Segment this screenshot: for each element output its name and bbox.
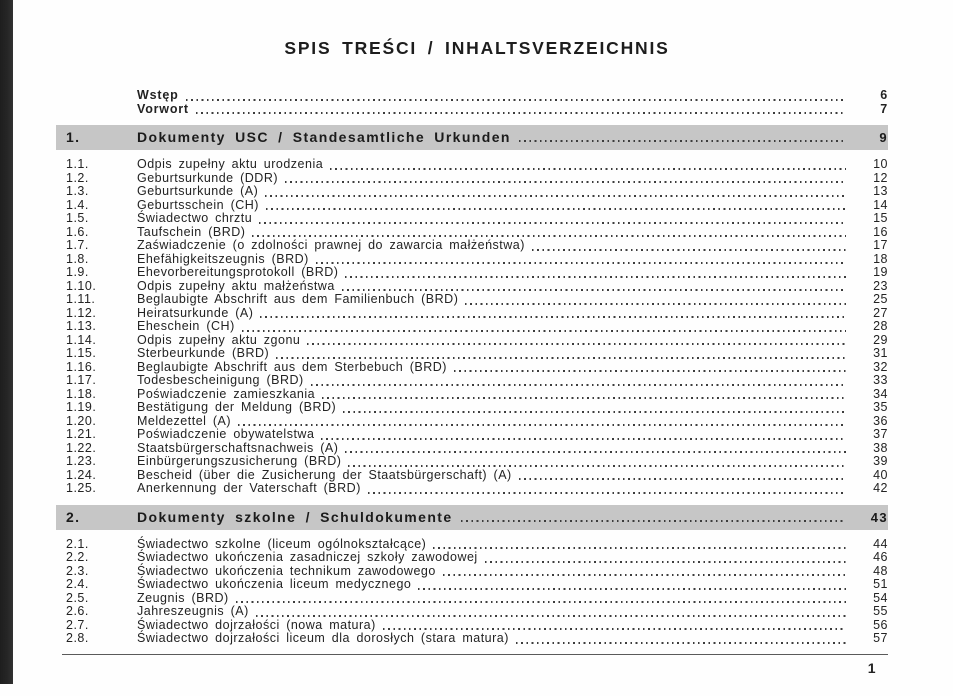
toc-item-page: 55 bbox=[873, 604, 888, 618]
dot-leader bbox=[252, 235, 846, 237]
toc-item-number: 1.14. bbox=[66, 332, 97, 347]
dot-leader bbox=[316, 262, 846, 264]
toc-item-page: 13 bbox=[873, 184, 888, 198]
toc-item-page: 10 bbox=[873, 157, 888, 171]
dot-leader bbox=[311, 384, 846, 386]
toc-item-title: Świadectwo szkolne (liceum ogólnokształcące) bbox=[137, 536, 427, 551]
dot-leader bbox=[465, 303, 846, 305]
toc-item-row bbox=[66, 253, 888, 267]
toc-item-row bbox=[66, 415, 888, 429]
toc-item-page: 7 bbox=[880, 101, 888, 116]
toc-item-page: 54 bbox=[873, 590, 888, 605]
dot-leader bbox=[196, 112, 846, 114]
toc-item-title: Zaświadczenie (o zdolności prawnej do zawarcia małżeństwa) bbox=[137, 238, 525, 252]
toc-item-number: 2.2. bbox=[66, 550, 89, 564]
dot-leader bbox=[285, 181, 846, 183]
toc-item-row bbox=[66, 401, 888, 415]
toc-item-number: 1.11. bbox=[66, 292, 96, 306]
toc-front-row bbox=[66, 103, 888, 117]
toc-item-row bbox=[66, 226, 888, 240]
footer-divider bbox=[62, 654, 888, 655]
toc-item-page: 29 bbox=[873, 332, 888, 347]
scan-edge-strip bbox=[0, 0, 13, 684]
toc-item-number: 1.5. bbox=[66, 211, 89, 225]
toc-item-row bbox=[66, 469, 888, 483]
toc-item-row bbox=[66, 605, 888, 619]
toc-item-number: 1.17. bbox=[66, 373, 97, 387]
toc-item-title: Jahreszeugnis (A) bbox=[137, 604, 249, 618]
toc-item-title: Świadectwo ukończenia zasadniczej szkoły zawodowej bbox=[137, 550, 478, 564]
dot-leader bbox=[433, 547, 846, 549]
dot-leader bbox=[307, 343, 846, 345]
toc-item-title: Bescheid (über die Zusicherung der Staatsbürgerschaft) (A) bbox=[137, 467, 512, 482]
toc-item-title: Ehefähigkeitszeugnis (BRD) bbox=[137, 251, 309, 266]
dot-leader bbox=[443, 574, 846, 576]
toc-item-page: 51 bbox=[873, 577, 888, 591]
toc-item-title: Geburtsurkunde (A) bbox=[137, 184, 259, 198]
dot-leader bbox=[345, 276, 846, 278]
toc-item-row bbox=[66, 538, 888, 552]
toc-item-page: 33 bbox=[873, 373, 888, 387]
dot-leader bbox=[260, 316, 846, 318]
dot-leader bbox=[242, 330, 846, 332]
toc-item-number: 2.4. bbox=[66, 577, 89, 591]
dot-leader bbox=[256, 615, 846, 617]
toc-item-title: Świadectwo ukończenia technikum zawodowego bbox=[137, 563, 436, 578]
toc-item-page: 48 bbox=[873, 563, 888, 578]
toc-item-page: 40 bbox=[873, 467, 888, 482]
dot-leader bbox=[330, 168, 846, 170]
toc-item-number: 1.24. bbox=[66, 467, 97, 482]
toc-item-row bbox=[66, 428, 888, 442]
dot-leader bbox=[186, 99, 847, 101]
toc-item-number: 1.9. bbox=[66, 265, 89, 279]
toc-item-page: 39 bbox=[873, 454, 888, 468]
section-page: 9 bbox=[879, 130, 888, 145]
toc-item-title: Anerkennung der Vaterschaft (BRD) bbox=[137, 481, 361, 495]
section-item-list bbox=[66, 158, 888, 496]
toc-item-row bbox=[66, 632, 888, 646]
dot-leader bbox=[236, 601, 846, 603]
toc-item-number: 2.1. bbox=[66, 536, 89, 551]
dot-leader bbox=[516, 642, 846, 644]
front-matter-list bbox=[66, 89, 888, 116]
sections-root bbox=[66, 125, 888, 646]
section-number: 1. bbox=[66, 129, 81, 145]
toc-item-page: 56 bbox=[873, 617, 888, 632]
toc-item-title: Odpis zupełny aktu małżeństwa bbox=[137, 278, 335, 293]
page-number: 1 bbox=[867, 659, 876, 676]
toc-item-page: 14 bbox=[873, 197, 888, 212]
toc-item-number: 1.25. bbox=[66, 481, 97, 495]
toc-item-row bbox=[66, 293, 888, 307]
toc-item-page: 12 bbox=[873, 170, 888, 185]
dot-leader bbox=[342, 289, 846, 291]
toc-item-title: Poświadczenie obywatelstwa bbox=[137, 427, 315, 441]
toc-item-page: 37 bbox=[873, 427, 888, 441]
toc-item-title: Ehevorbereitungsprotokoll (BRD) bbox=[137, 265, 339, 279]
dot-leader bbox=[345, 451, 846, 453]
toc-item-title: Odpis zupełny aktu urodzenia bbox=[137, 157, 324, 171]
toc-item-row bbox=[66, 158, 888, 172]
toc-item-page: 32 bbox=[873, 359, 888, 374]
dot-leader bbox=[259, 222, 846, 224]
toc-item-row bbox=[66, 592, 888, 606]
toc-item-title: Beglaubigte Abschrift aus dem Familienbuch (BRD) bbox=[137, 292, 459, 306]
toc-item-number: 1.1. bbox=[66, 157, 89, 171]
toc-item-title: Świadectwo dojrzałości (nowa matura) bbox=[137, 617, 376, 632]
dot-leader bbox=[321, 438, 846, 440]
toc-item-row bbox=[66, 334, 888, 348]
toc-item-title: Taufschein (BRD) bbox=[137, 224, 246, 239]
toc-item-number: 1.2. bbox=[66, 170, 89, 185]
toc-item-title: Świadectwo chrztu bbox=[137, 211, 253, 225]
toc-item-number: 1.18. bbox=[66, 386, 97, 401]
toc-item-number: 1.6. bbox=[66, 224, 89, 239]
toc-item-page: 42 bbox=[873, 481, 888, 495]
toc-item-page: 15 bbox=[873, 211, 888, 225]
toc-item-number: 1.12. bbox=[66, 305, 97, 320]
dot-leader bbox=[485, 561, 846, 563]
page-title: SPIS TREŚCI / INHALTSVERZEICHNIS bbox=[284, 38, 670, 58]
toc-item-page: 6 bbox=[880, 88, 888, 102]
toc-item-title: Świadectwo ukończenia liceum medycznego bbox=[137, 577, 412, 591]
toc-item-title: Todesbescheinigung (BRD) bbox=[137, 373, 304, 387]
toc-item-page: 17 bbox=[873, 238, 888, 252]
toc-front-row bbox=[66, 89, 888, 103]
toc-item-number: 2.7. bbox=[66, 617, 89, 632]
toc-item-row bbox=[66, 172, 888, 186]
toc-item-title: Świadectwo dojrzałości liceum dla dorosłych (stara matura) bbox=[137, 631, 509, 645]
toc-item-row bbox=[66, 199, 888, 213]
dot-leader bbox=[266, 208, 846, 210]
toc-item-number: 2.5. bbox=[66, 590, 89, 605]
toc-item-title: Bestätigung der Meldung (BRD) bbox=[137, 400, 337, 414]
toc-item-title: Geburtsschein (CH) bbox=[137, 197, 259, 212]
dot-leader bbox=[461, 520, 846, 522]
toc-item-row bbox=[66, 347, 888, 361]
toc-item-title: Eheschein (CH) bbox=[137, 319, 235, 333]
toc-item-row bbox=[66, 320, 888, 334]
toc-item-title: Beglaubigte Abschrift aus dem Sterbebuch (BRD) bbox=[137, 359, 447, 374]
toc-item-number: 2.8. bbox=[66, 631, 89, 645]
toc-item-row bbox=[66, 455, 888, 469]
toc-item-number: 1.23. bbox=[66, 454, 97, 468]
toc-item-number: 1.19. bbox=[66, 400, 97, 414]
section-header-bar bbox=[56, 125, 888, 150]
toc-item-row bbox=[66, 442, 888, 456]
toc-item-row bbox=[66, 619, 888, 633]
dot-leader bbox=[519, 140, 846, 142]
toc-item-row bbox=[66, 239, 888, 253]
toc-item-number: 2.6. bbox=[66, 604, 89, 618]
toc-item-page: 16 bbox=[873, 224, 888, 239]
toc-item-title: Staatsbürgerschaftsnachweis (A) bbox=[137, 440, 339, 455]
toc-item-number: 1.20. bbox=[66, 413, 97, 428]
toc-item-page: 28 bbox=[873, 319, 888, 333]
toc-item-number: 1.21. bbox=[66, 427, 97, 441]
toc-item-page: 27 bbox=[873, 305, 888, 320]
toc-content bbox=[66, 0, 888, 676]
toc-item-row bbox=[66, 551, 888, 565]
toc-item-row bbox=[66, 212, 888, 226]
section-title: Dokumenty szkolne / Schuldokumente bbox=[137, 508, 453, 525]
toc-item-row bbox=[66, 578, 888, 592]
toc-item-number: 1.10. bbox=[66, 278, 97, 293]
toc-item-page: 31 bbox=[873, 346, 888, 360]
dot-leader bbox=[322, 397, 846, 399]
toc-item-number: 1.7. bbox=[66, 238, 89, 252]
toc-item-title: Zeugnis (BRD) bbox=[137, 590, 229, 605]
toc-item-number: 1.3. bbox=[66, 184, 89, 198]
toc-item-page: 44 bbox=[873, 536, 888, 551]
toc-item-page: 57 bbox=[873, 631, 888, 645]
toc-item-row bbox=[66, 388, 888, 402]
section-title: Dokumenty USC / Standesamtliche Urkunden bbox=[137, 129, 511, 145]
dot-leader bbox=[532, 249, 846, 251]
dot-leader bbox=[238, 424, 846, 426]
toc-item-row bbox=[66, 266, 888, 280]
toc-item-page: 18 bbox=[873, 251, 888, 266]
toc-item-number: 1.15. bbox=[66, 346, 97, 360]
toc-item-number: 1.8. bbox=[66, 251, 89, 266]
toc-item-page: 25 bbox=[873, 292, 888, 306]
section-number: 2. bbox=[66, 508, 81, 525]
toc-item-title: Geburtsurkunde (DDR) bbox=[137, 170, 279, 185]
toc-item-title: Heiratsurkunde (A) bbox=[137, 305, 254, 320]
toc-item-title: Odpis zupełny aktu zgonu bbox=[137, 332, 301, 347]
toc-item-number: 2.3. bbox=[66, 563, 89, 578]
toc-item-page: 19 bbox=[873, 265, 888, 279]
toc-item-row bbox=[66, 185, 888, 199]
dot-leader bbox=[368, 492, 846, 494]
dot-leader bbox=[418, 588, 846, 590]
toc-item-title: Poświadczenie zamieszkania bbox=[137, 386, 316, 401]
dot-leader bbox=[276, 357, 846, 359]
toc-item-number: 1.4. bbox=[66, 197, 89, 212]
dot-leader bbox=[454, 370, 846, 372]
toc-item-row bbox=[66, 565, 888, 579]
toc-item-row bbox=[66, 307, 888, 321]
toc-item-title: Sterbeurkunde (BRD) bbox=[137, 346, 270, 360]
toc-item-page: 36 bbox=[873, 413, 888, 428]
toc-item-page: 46 bbox=[873, 550, 888, 564]
toc-item-page: 34 bbox=[873, 386, 888, 401]
toc-item-row bbox=[66, 280, 888, 294]
toc-item-page: 23 bbox=[873, 278, 888, 293]
toc-item-title: Meldezettel (A) bbox=[137, 413, 232, 428]
toc-item-title: Vorwort bbox=[137, 101, 189, 116]
dot-leader bbox=[265, 195, 846, 197]
toc-item-row bbox=[66, 374, 888, 388]
dot-leader bbox=[348, 465, 846, 467]
toc-item-page: 35 bbox=[873, 400, 888, 414]
toc-item-number: 1.22. bbox=[66, 440, 97, 455]
toc-item-row bbox=[66, 361, 888, 375]
toc-item-row bbox=[66, 482, 888, 496]
dot-leader bbox=[343, 411, 846, 413]
section-item-list bbox=[66, 538, 888, 646]
toc-item-page: 38 bbox=[873, 440, 888, 455]
section-header-bar bbox=[56, 505, 888, 530]
dot-leader bbox=[519, 478, 846, 480]
toc-item-number: 1.16. bbox=[66, 359, 97, 374]
toc-item-title: Einbürgerungszusicherung (BRD) bbox=[137, 454, 342, 468]
dot-leader bbox=[383, 628, 846, 630]
toc-item-number: 1.13. bbox=[66, 319, 97, 333]
section-page: 43 bbox=[870, 509, 888, 525]
toc-item-title: Wstęp bbox=[137, 88, 179, 102]
